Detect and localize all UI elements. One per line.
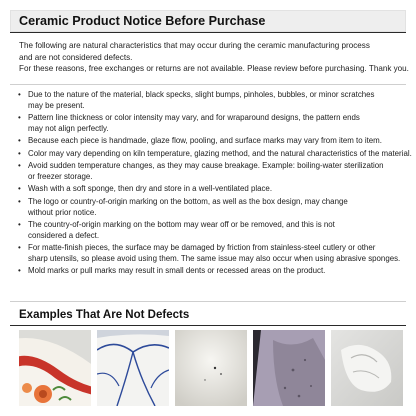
bullet-dot: • — [18, 243, 21, 253]
clear-glaze-flow-photo — [331, 330, 403, 406]
title-bar — [10, 10, 406, 32]
bullet-text-line: without prior notice. — [28, 207, 97, 217]
intro-notice — [19, 40, 409, 75]
bullet-text-line: For matte-finish pieces, the surface may be damaged by friction from stainless-steel cutlery or other — [28, 243, 376, 253]
page-title: Ceramic Product Notice Before Purchase — [19, 14, 266, 28]
notice-bullet-item — [18, 161, 404, 182]
bullet-dot: • — [18, 184, 21, 194]
bullet-text-line: or freezer storage. — [28, 171, 93, 181]
purple-glaze-pooling-photo — [253, 330, 325, 406]
notice-bullet-item — [18, 266, 404, 277]
bullet-dot: • — [18, 197, 21, 207]
bullet-dot: • — [18, 90, 21, 99]
bullet-text-line: Due to the nature of the material, black specks, slight bumps, pinholes, bubbles, or minor scratches — [28, 90, 375, 99]
bullet-text-line: may be present. — [28, 100, 85, 110]
examples-heading: Examples That Are Not Defects — [19, 309, 190, 321]
bullet-dot: • — [18, 161, 21, 171]
notice-bullet-list — [18, 90, 412, 279]
notice-bullet-item — [18, 90, 404, 111]
intro-line: and are not considered defects. — [19, 52, 133, 62]
intro-divider — [10, 84, 406, 85]
red-rim-floral-plate-photo — [19, 330, 91, 406]
title-divider — [10, 32, 406, 33]
blue-line-petal-plate-photo — [97, 330, 169, 406]
bullet-text-line: The country-of-origin marking on the bottom may wear off or be removed, and this is not — [28, 220, 335, 230]
example-photo-strip — [19, 330, 407, 406]
bullet-dot: • — [18, 113, 21, 123]
white-glaze-speck-photo — [175, 330, 247, 406]
bullet-text-line: Avoid sudden temperature changes, as they may cause breakage. Example: boiling-water sterilization — [28, 161, 384, 171]
bullet-text-line: sharp utensils, so please avoid using them. The same issue may also occur when using abrasive sponges. — [28, 253, 401, 263]
bullet-text-line: Mold marks or pull marks may result in small dents or recessed areas on the product. — [28, 266, 326, 276]
examples-divider — [10, 325, 406, 326]
notice-bullet-item — [18, 243, 404, 264]
intro-line: For these reasons, free exchanges or returns are not available. Please review before purchasing. Thank you. — [19, 64, 409, 74]
bullet-text-line: Because each piece is handmade, glaze flow, pooling, and surface marks may vary from item to item. — [28, 136, 382, 146]
notice-bullet-item — [18, 197, 404, 218]
bullet-dot: • — [18, 266, 21, 276]
intro-line: The following are natural characteristics that may occur during the ceramic manufacturing process — [19, 41, 370, 50]
bullet-text-line: may not align perfectly. — [28, 123, 109, 133]
bullet-dot: • — [18, 148, 21, 158]
bullet-dot: • — [18, 220, 21, 230]
bullet-text-line: Wash with a soft sponge, then dry and store in a well-ventilated place. — [28, 184, 273, 194]
notice-bullet-item — [18, 184, 404, 195]
bullet-dot: • — [18, 136, 21, 146]
bullet-text-line: Color may vary depending on kiln temperature, glazing method, and the natural characteristics of the material. — [28, 148, 412, 158]
notice-bullet-item — [18, 148, 412, 160]
bullet-text-line: Pattern line thickness or color intensity may vary, and for wraparound designs, the pattern ends — [28, 113, 360, 123]
bullet-text-line: The logo or country-of-origin marking on the bottom, as well as the box design, may change — [28, 197, 348, 207]
notice-bullet-item — [18, 113, 404, 134]
bullet-text-line: considered a defect. — [28, 230, 100, 240]
bullets-divider — [10, 301, 406, 302]
notice-bullet-item — [18, 220, 404, 241]
notice-bullet-item — [18, 136, 404, 147]
